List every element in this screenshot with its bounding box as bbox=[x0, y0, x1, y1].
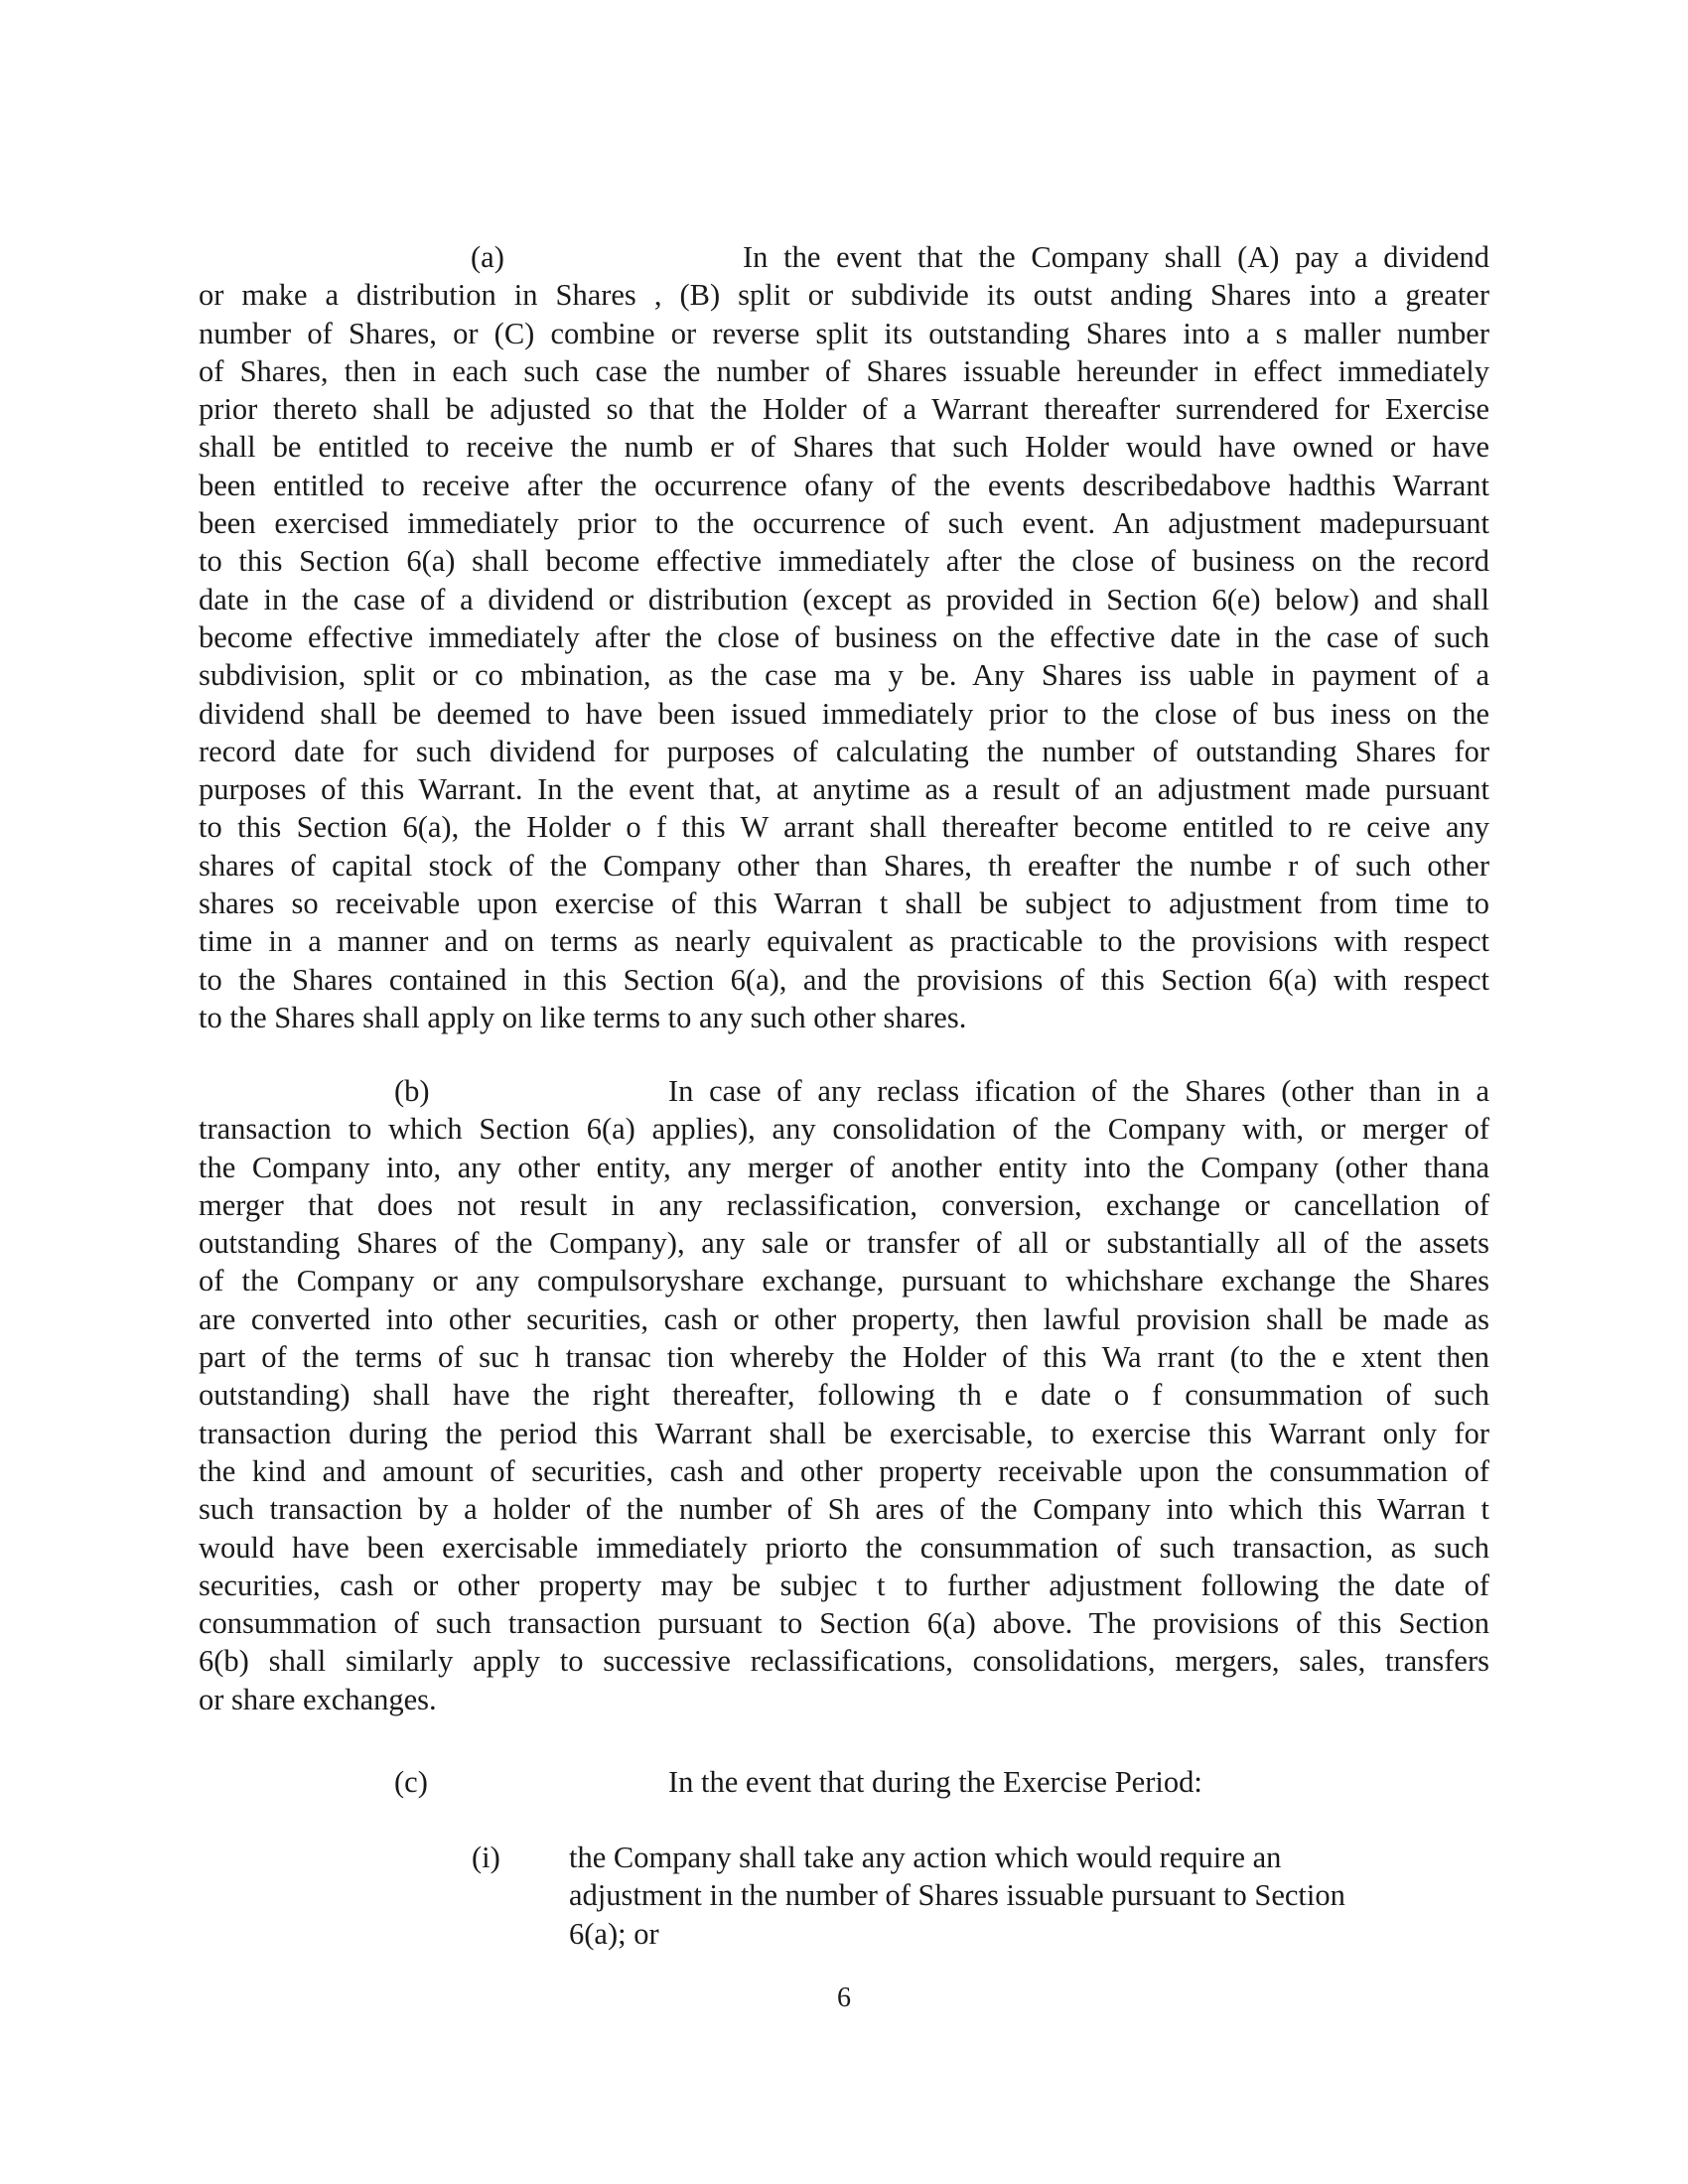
section-b-line: of the Company or any compulsoryshare exchange, pursuant to whichshare exchange the Shares bbox=[199, 1264, 1489, 1298]
section-a-line: date in the case of a dividend or distribution (except as provided in Section 6(e) below) and shall bbox=[199, 582, 1489, 616]
section-a-paragraph bbox=[199, 238, 1489, 1036]
section-c-text: In the event that during the Exercise Period: bbox=[668, 1765, 1202, 1799]
section-a-line: to this Section 6(a), the Holder o f this W arrant shall thereafter become entitled to re ceive any bbox=[199, 810, 1489, 845]
section-a-line: or make a distribution in Shares , (B) split or subdivide its outst anding Shares into a greater bbox=[199, 278, 1489, 313]
section-c-i-line: adjustment in the number of Shares issuable pursuant to Section bbox=[569, 1878, 1345, 1913]
section-c-marker: (c) bbox=[394, 1765, 428, 1799]
section-a-line: shall be entitled to receive the numb er of Shares that such Holder would have owned or have bbox=[199, 430, 1489, 465]
section-b-line: outstanding) shall have the right thereafter, following th e date o f consummation of such bbox=[199, 1378, 1489, 1413]
section-a-line: record date for such dividend for purposes of calculating the number of outstanding Shares for bbox=[199, 734, 1489, 768]
section-a-line: purposes of this Warrant. In the event that, at anytime as a result of an adjustment made pursuant bbox=[199, 772, 1489, 807]
section-b-line: securities, cash or other property may be subjec t to further adjustment following the date of bbox=[199, 1568, 1489, 1602]
section-a-line: dividend shall be deemed to have been issued immediately prior to the close of bus iness on the bbox=[199, 696, 1489, 731]
section-b-line: or share exchanges. bbox=[199, 1682, 437, 1716]
section-b-line: In case of any reclass ification of the Shares (other than in a bbox=[668, 1074, 1489, 1108]
section-a-line: to this Section 6(a) shall become effective immediately after the close of business on the record bbox=[199, 544, 1489, 579]
section-a-line: been entitled to receive after the occurrence ofany of the events describedabove hadthis Warrant bbox=[199, 468, 1489, 502]
section-a-line: In the event that the Company shall (A) pay a dividend bbox=[743, 240, 1489, 274]
section-a-marker: (a) bbox=[471, 240, 504, 274]
section-b-line: consummation of such transaction pursuant to Section 6(a) above. The provisions of this Section bbox=[199, 1606, 1489, 1641]
section-a-line: been exercised immediately prior to the occurrence of such event. An adjustment madepursuant bbox=[199, 506, 1489, 541]
section-a-line: to the Shares shall apply on like terms to any such other shares. bbox=[199, 1000, 967, 1034]
section-a-line: shares so receivable upon exercise of this Warran t shall be subject to adjustment from time to bbox=[199, 887, 1489, 921]
section-a-line: to the Shares contained in this Section 6(a), and the provisions of this Section 6(a) with respect bbox=[199, 962, 1489, 997]
section-a-line: become effective immediately after the close of business on the effective date in the case of such bbox=[199, 619, 1489, 654]
section-c-i-paragraph bbox=[569, 1839, 1463, 1953]
section-b-line: the kind and amount of securities, cash and other property receivable upon the consummation of bbox=[199, 1453, 1489, 1488]
section-a-line: number of Shares, or (C) combine or reverse split its outstanding Shares into a s maller number bbox=[199, 316, 1489, 350]
section-b-line: would have been exercisable immediately priorto the consummation of such transaction, as such bbox=[199, 1530, 1489, 1565]
section-b-line: outstanding Shares of the Company), any sale or transfer of all or substantially all of the assets bbox=[199, 1226, 1489, 1261]
section-b-line: transaction during the period this Warrant shall be exercisable, to exercise this Warrant only for bbox=[199, 1416, 1489, 1450]
section-c-i-line: the Company shall take any action which would require an bbox=[569, 1841, 1282, 1874]
section-a-line: prior thereto shall be adjusted so that the Holder of a Warrant thereafter surrendered for Exercise bbox=[199, 392, 1489, 427]
section-c-i-line: 6(a); or bbox=[569, 1916, 659, 1951]
section-b-line: 6(b) shall similarly apply to successive reclassifications, consolidations, mergers, sales, transfers bbox=[199, 1644, 1489, 1679]
section-b-line: such transaction by a holder of the number of Sh ares of the Company into which this Warran t bbox=[199, 1492, 1489, 1527]
section-b-line: are converted into other securities, cash or other property, then lawful provision shall be made as bbox=[199, 1301, 1489, 1336]
section-b-paragraph bbox=[199, 1072, 1489, 1718]
section-a-line: shares of capital stock of the Company other than Shares, th ereafter the numbe r of such other bbox=[199, 848, 1489, 883]
section-b-line: transaction to which Section 6(a) applies), any consolidation of the Company with, or merger of bbox=[199, 1112, 1489, 1147]
section-b-line: part of the terms of suc h transac tion whereby the Holder of this Wa rrant (to the e xtent then bbox=[199, 1340, 1489, 1375]
section-a-line: of Shares, then in each such case the number of Shares issuable hereunder in effect immediately bbox=[199, 353, 1489, 388]
section-a-line: time in a manner and on terms as nearly equivalent as practicable to the provisions with respect bbox=[199, 924, 1489, 959]
section-b-line: merger that does not result in any reclassification, conversion, exchange or cancellation of bbox=[199, 1187, 1489, 1222]
section-a-line: subdivision, split or co mbination, as the case ma y be. Any Shares iss uable in payment of a bbox=[199, 658, 1489, 693]
section-b-marker: (b) bbox=[394, 1074, 430, 1108]
section-b-line: the Company into, any other entity, any merger of another entity into the Company (other thana bbox=[199, 1150, 1489, 1184]
section-c-i-marker: (i) bbox=[472, 1841, 500, 1874]
page-number: 6 bbox=[837, 1982, 851, 2013]
